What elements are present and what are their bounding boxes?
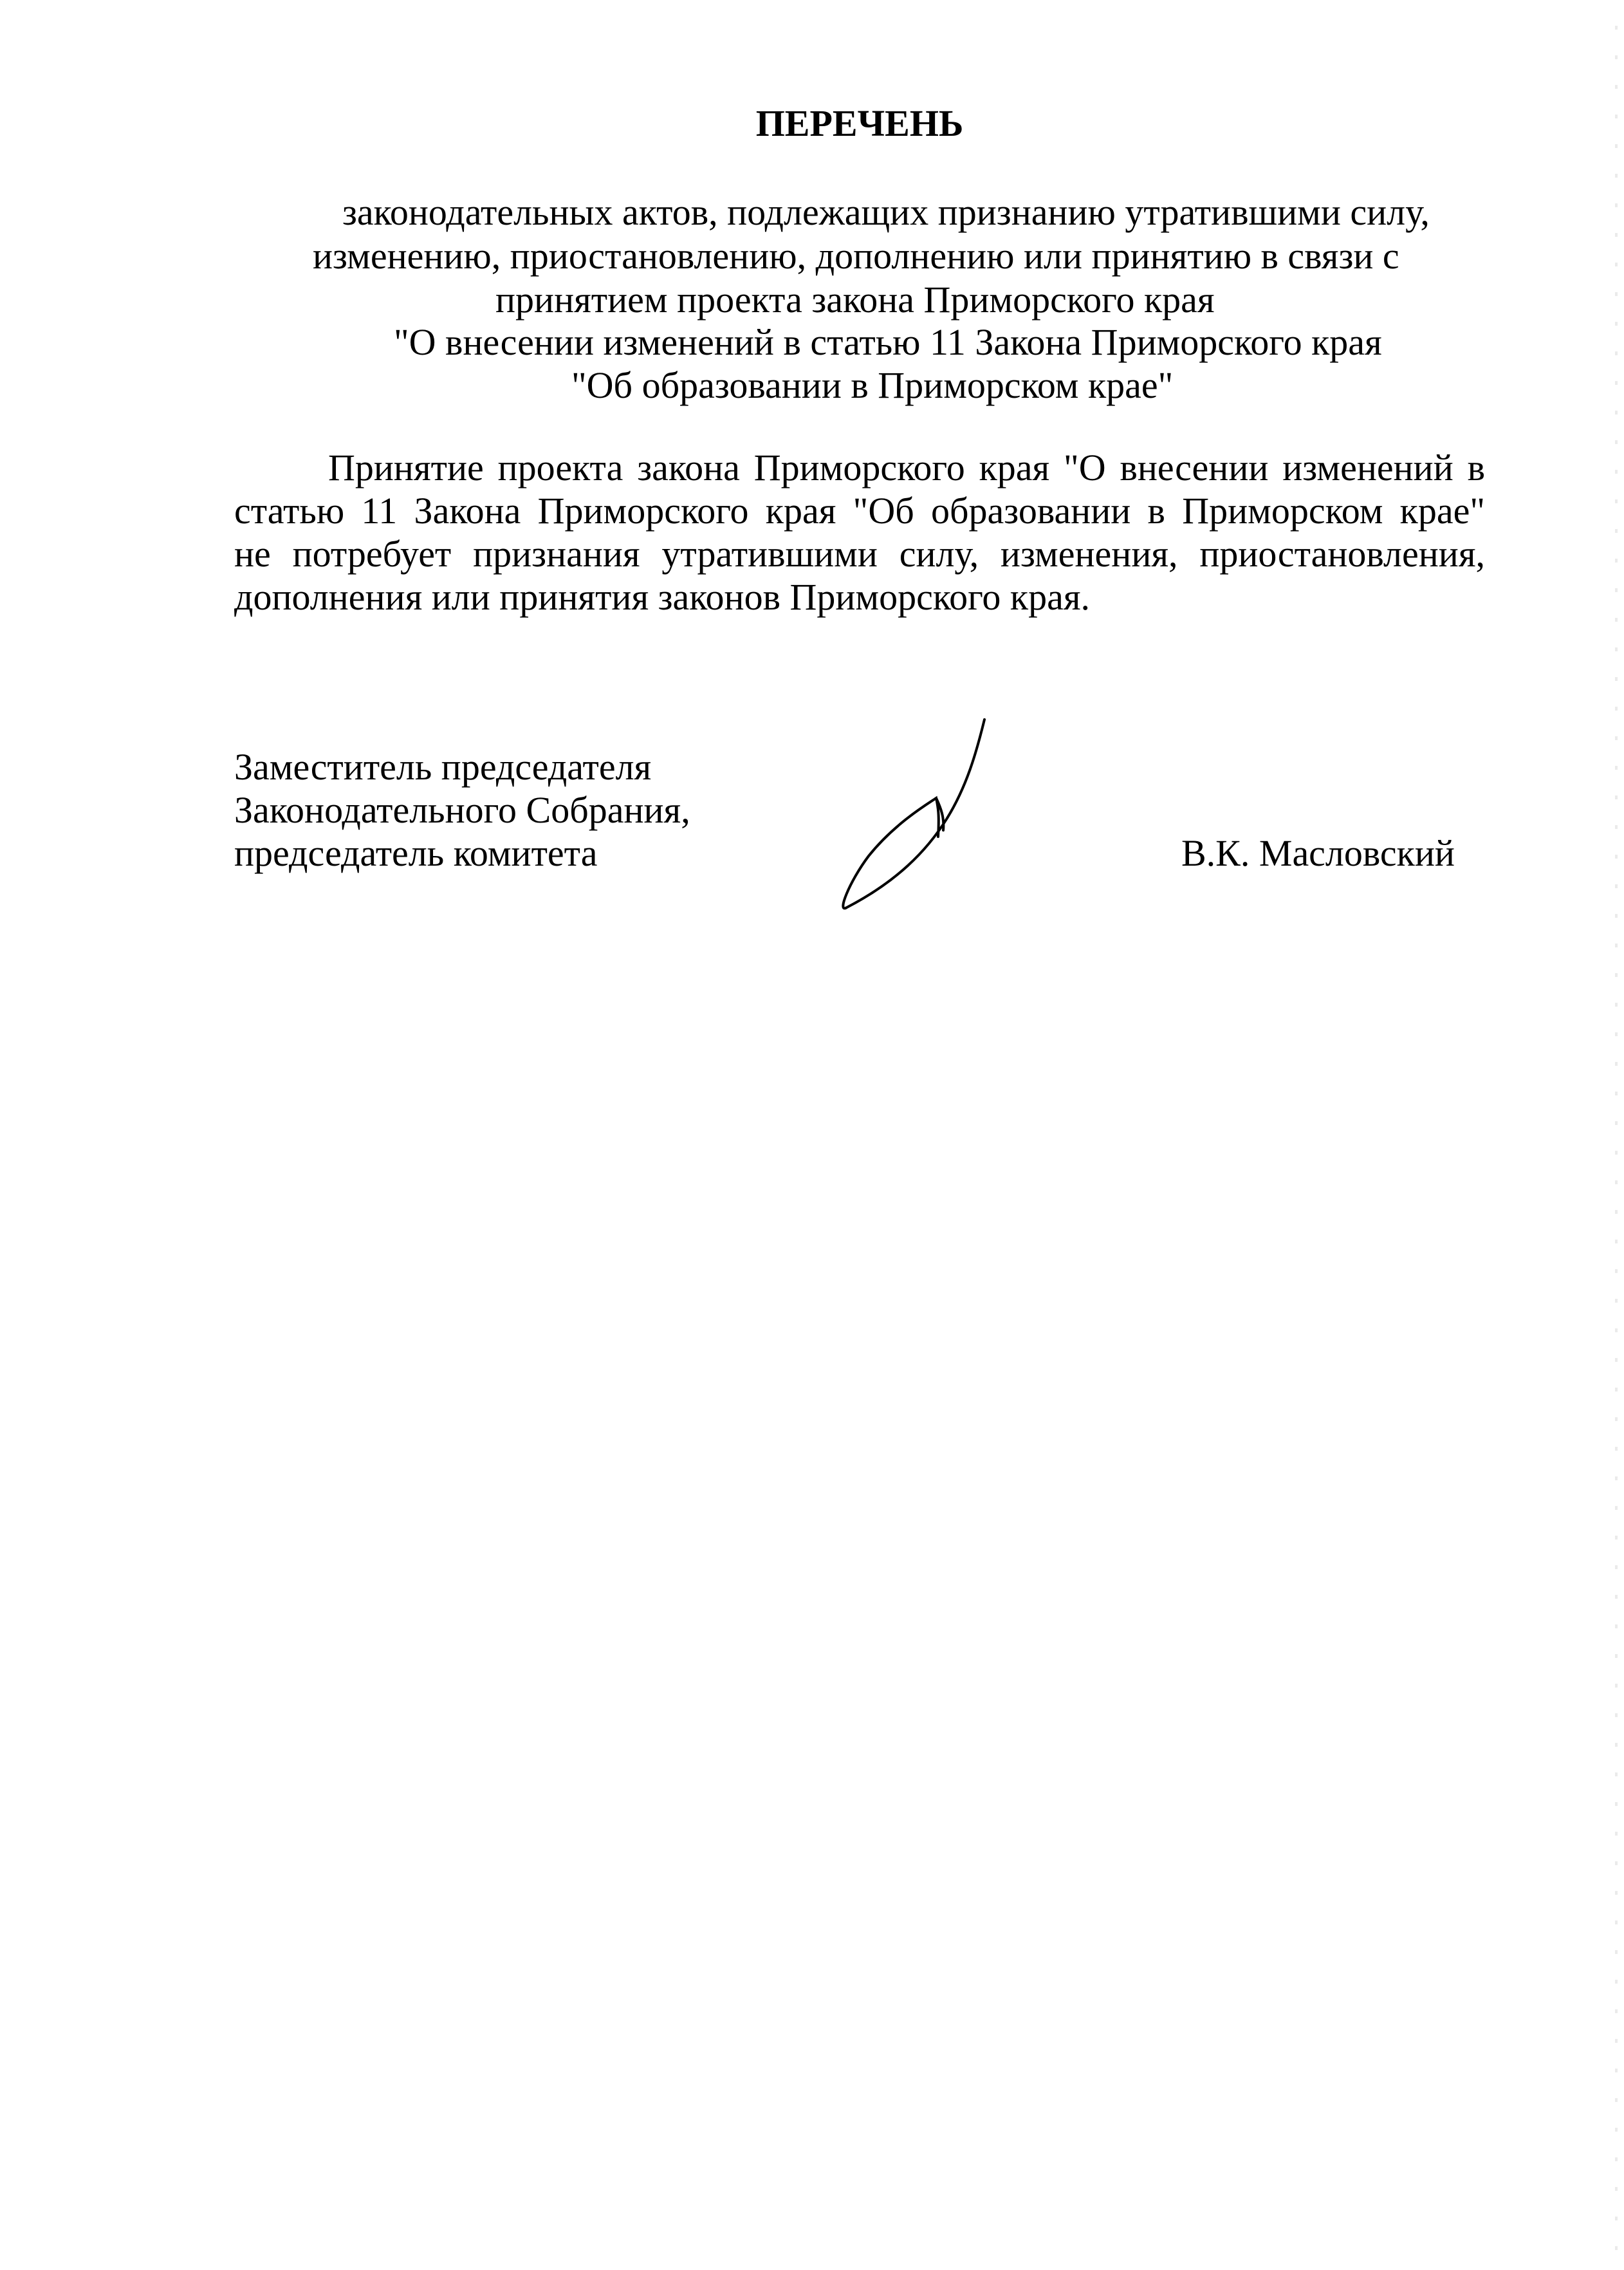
subtitle-line: "О внесении изменений в статью 11 Закона Приморского края [394, 321, 1382, 363]
handwritten-signature [830, 708, 1010, 920]
signer-position-line: председатель комитета [234, 832, 598, 874]
subtitle-line: "Об образовании в Приморском крае" [571, 364, 1174, 406]
scan-edge-artifact [1615, 0, 1618, 2270]
body-line: Принятие проекта закона Приморского края "О внесении изменений в [328, 447, 1485, 488]
document-title: ПЕРЕЧЕНЬ [755, 102, 964, 144]
signer-position-line: Законодательного Собрания, [234, 789, 690, 831]
signer-position-line: Заместитель председателя [234, 746, 652, 788]
body-line: дополнения или принятия законов Приморского края. [234, 576, 1091, 618]
body-line: не потребует признания утратившими силу, изменения, приостановления, [234, 533, 1485, 575]
subtitle-line: принятием проекта закона Приморского края [495, 279, 1215, 321]
subtitle-line: изменению, приостановлению, дополнению или принятию в связи с [313, 235, 1399, 277]
signer-name: В.К. Масловский [1181, 832, 1455, 874]
subtitle-line: законодательных актов, подлежащих признанию утратившими силу, [342, 191, 1430, 233]
body-line: статью 11 Закона Приморского края "Об образовании в Приморском крае" [234, 490, 1485, 532]
